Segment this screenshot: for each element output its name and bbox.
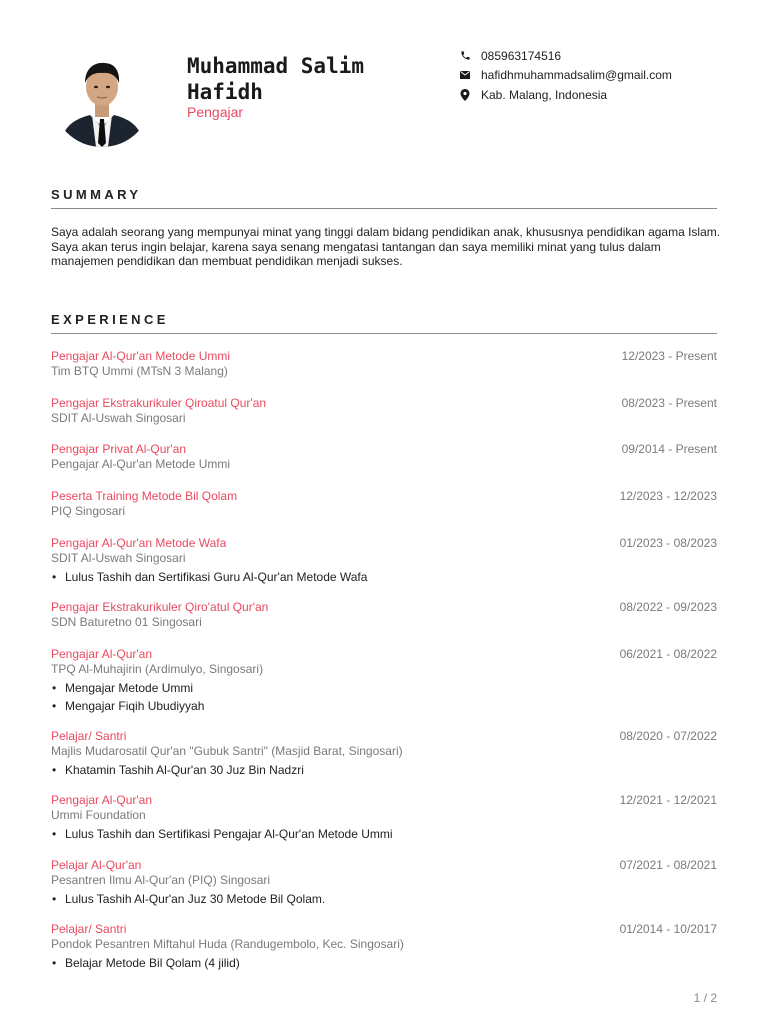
experience-org: SDN Baturetno 01 Singosari [51,614,202,629]
experience-bullet: • Lulus Tashih Al-Qur'an Juz 30 Metode Bil Qolam. [51,891,717,909]
mail-icon [459,69,471,81]
summary-heading: SUMMARY [51,187,142,202]
experience-item [51,536,717,587]
experience-org: Majlis Mudarosatil Qur'an "Gubuk Santri" (Masjid Barat, Singosari) [51,743,403,758]
email-text[interactable]: hafidhmuhammadsalim@gmail.com [481,68,672,83]
contact-phone [459,46,672,66]
experience-item [51,600,717,629]
experience-item [51,922,717,973]
experience-title: Peserta Training Metode Bil Qolam [51,489,238,503]
summary-divider [51,208,717,209]
experience-item [51,396,717,425]
experience-item [51,349,717,378]
summary-text [51,225,721,269]
experience-org: Pesantren Ilmu Al-Qur'an (PIQ) Singosari [51,872,271,887]
experience-item [51,647,717,716]
experience-bullet: • Mengajar Metode Ummi [51,680,717,698]
experience-item [51,442,717,471]
experience-title: Pelajar Al-Qur'an [51,858,142,872]
profile-photo [52,47,152,147]
location-text: Kab. Malang, Indonesia [481,87,608,102]
experience-divider [51,333,717,334]
experience-org: Pondok Pesantren Miftahul Huda (Randugembolo, Kec. Singosari) [51,936,404,951]
location-pin-icon [459,89,471,101]
experience-title: Pengajar Al-Qur'an Metode Ummi [51,349,231,363]
experience-date: 07/2021 - 08/2021 [619,858,717,872]
experience-date: 01/2014 - 10/2017 [619,922,717,936]
experience-date: 12/2023 - 12/2023 [619,489,717,503]
experience-bullets [51,569,717,587]
experience-bullet: • Mengajar Fiqih Ubudiyyah [51,698,717,716]
phone-text: 085963174516 [481,48,562,63]
experience-title: Pengajar Ekstrakurikuler Qiroatul Qur'an [51,396,267,410]
experience-title: Pelajar/ Santri [51,922,127,936]
experience-title: Pengajar Ekstrakurikuler Qiro'atul Qur'an [51,600,269,614]
summary-line: Saya akan terus ingin belajar, karena saya senang mengatasi tantangan dan saya memiliki minat yang tulus dalam [51,239,661,254]
experience-item [51,489,717,518]
experience-org: SDIT Al-Uswah Singosari [51,550,186,565]
experience-date: 08/2023 - Present [621,396,717,410]
experience-date: 09/2014 - Present [621,442,717,456]
summary-line: Saya adalah seorang yang mempunyai minat yang tinggi dalam bidang pendidikan anak, khususnya pendidikan agama Islam. [51,225,721,239]
contact-block [459,46,672,105]
experience-bullets [51,826,717,844]
experience-item [51,793,717,844]
experience-date: 06/2021 - 08/2022 [619,647,717,661]
experience-title: Pengajar Al-Qur'an [51,793,153,807]
experience-title: Pengajar Privat Al-Qur'an [51,442,187,456]
contact-email [459,66,672,86]
summary-line: manajemen pendidikan dan membuat pendidikan menjadi sukses. [51,254,403,269]
experience-org: Tim BTQ Ummi (MTsN 3 Malang) [51,363,228,378]
experience-org: PIQ Singosari [51,503,126,518]
experience-title: Pengajar Al-Qur'an [51,647,153,661]
experience-item [51,858,717,909]
experience-bullets [51,680,717,716]
experience-bullets [51,891,717,909]
experience-date: 12/2021 - 12/2021 [619,793,717,807]
experience-org: Pengajar Al-Qur'an Metode Ummi [51,456,231,471]
experience-org: Ummi Foundation [51,807,146,822]
experience-bullet: • Lulus Tashih dan Sertifikasi Pengajar Al-Qur'an Metode Ummi [51,826,717,844]
phone-icon [459,50,471,62]
experience-bullet: • Khatamin Tashih Al-Qur'an 30 Juz Bin Nadzri [51,762,717,780]
job-role: Pengajar [187,104,244,120]
experience-item [51,729,717,780]
experience-org: TPQ Al-Muhajirin (Ardimulyo, Singosari) [51,661,264,676]
page-indicator: 1 / 2 [693,991,717,1005]
experience-title: Pelajar/ Santri [51,729,127,743]
experience-bullet: • Lulus Tashih dan Sertifikasi Guru Al-Qur'an Metode Wafa [51,569,717,587]
full-name: Muhammad Salim Hafidh [187,54,365,104]
experience-org: SDIT Al-Uswah Singosari [51,410,186,425]
experience-title: Pengajar Al-Qur'an Metode Wafa [51,536,227,550]
experience-date: 01/2023 - 08/2023 [619,536,717,550]
experience-date: 08/2020 - 07/2022 [619,729,717,743]
experience-bullet: • Belajar Metode Bil Qolam (4 jilid) [51,955,717,973]
contact-location [459,85,672,105]
experience-bullets [51,762,717,780]
experience-heading: EXPERIENCE [51,312,169,327]
experience-date: 08/2022 - 09/2023 [619,600,717,614]
experience-bullets [51,955,717,973]
experience-date: 12/2023 - Present [621,349,717,363]
